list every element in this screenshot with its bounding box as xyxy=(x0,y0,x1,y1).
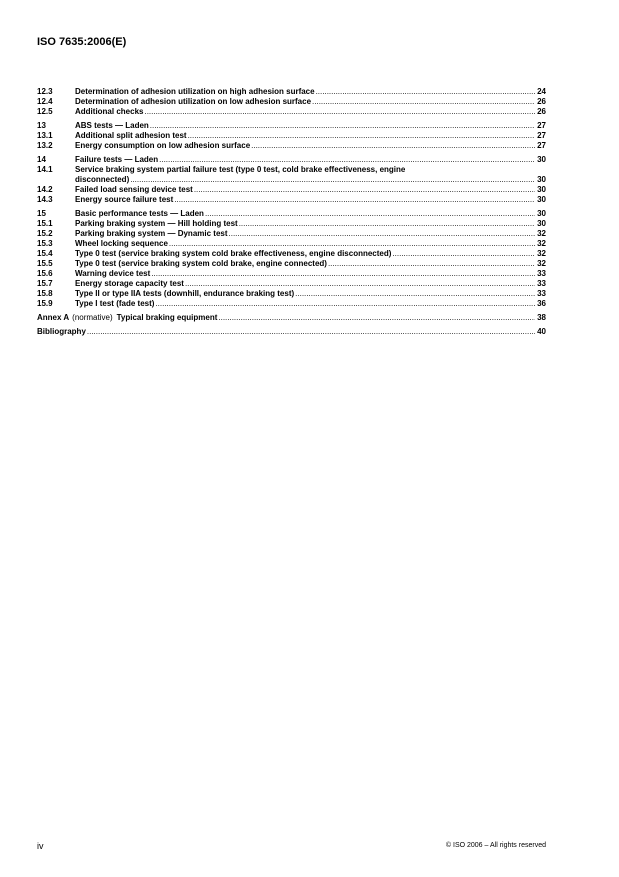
dot-leader xyxy=(218,313,535,323)
toc-number: 12.3 xyxy=(37,87,53,96)
dot-leader xyxy=(87,327,535,337)
toc-page: 32 xyxy=(537,229,546,238)
toc-entry-15-2[interactable] xyxy=(37,229,546,239)
toc-page: 26 xyxy=(537,107,546,116)
toc-entry-14-1[interactable] xyxy=(37,165,546,185)
toc-number: 15.5 xyxy=(37,259,53,268)
dot-leader xyxy=(229,229,536,239)
dot-leader xyxy=(174,195,535,205)
toc-entry-15-9[interactable] xyxy=(37,299,546,309)
toc-group xyxy=(37,155,546,205)
toc-entry-14-3[interactable] xyxy=(37,195,546,205)
toc-entry-14-2[interactable] xyxy=(37,185,546,195)
toc-entry-15-4[interactable] xyxy=(37,249,546,259)
dot-leader xyxy=(159,155,535,165)
dot-leader xyxy=(144,107,535,117)
toc-title: Basic performance tests — Laden xyxy=(75,209,204,218)
dot-leader xyxy=(130,175,535,185)
toc-title: Parking braking system — Dynamic test xyxy=(75,229,228,238)
dot-leader xyxy=(251,141,535,151)
dot-leader xyxy=(169,239,535,249)
toc-page: 33 xyxy=(537,289,546,298)
toc-entry-15-8[interactable] xyxy=(37,289,546,299)
toc-title: Energy storage capacity test xyxy=(75,279,184,288)
toc-group xyxy=(37,121,546,151)
dot-leader xyxy=(194,185,535,195)
toc-entry-15-3[interactable] xyxy=(37,239,546,249)
toc-entry-12-5[interactable] xyxy=(37,107,546,117)
toc-entry-bibliography[interactable] xyxy=(37,327,546,337)
dot-leader xyxy=(239,219,535,229)
toc-number: 14.3 xyxy=(37,195,53,204)
toc-page: 30 xyxy=(537,219,546,228)
toc-title: Type I test (fade test) xyxy=(75,299,155,308)
toc-title: Failed load sensing device test xyxy=(75,185,193,194)
toc-number: 15.2 xyxy=(37,229,53,238)
toc-entry-15-6[interactable] xyxy=(37,269,546,279)
toc-entry-annex-a[interactable] xyxy=(37,313,546,323)
dot-leader xyxy=(205,209,535,219)
toc-page: 24 xyxy=(537,87,546,96)
toc-page: 33 xyxy=(537,279,546,288)
toc-page: 32 xyxy=(537,259,546,268)
dot-leader xyxy=(188,131,535,141)
toc-page: 27 xyxy=(537,121,546,130)
toc-page: 33 xyxy=(537,269,546,278)
toc-entry-15-7[interactable] xyxy=(37,279,546,289)
toc-number: 15.6 xyxy=(37,269,53,278)
toc-group-bibliography xyxy=(37,327,546,337)
toc-number: 14.2 xyxy=(37,185,53,194)
toc-page: 36 xyxy=(537,299,546,308)
dot-leader xyxy=(155,299,535,309)
toc-entry-12-4[interactable] xyxy=(37,97,546,107)
toc-page: 27 xyxy=(537,131,546,140)
toc-title: Typical braking equipment xyxy=(116,313,218,322)
toc-page: 30 xyxy=(537,185,546,194)
toc-title: ABS tests — Laden xyxy=(75,121,149,130)
page-number: iv xyxy=(37,841,44,851)
toc-entry-13-2[interactable] xyxy=(37,141,546,151)
toc-number: 12.4 xyxy=(37,97,53,106)
annex-label: Annex A xyxy=(37,313,70,322)
toc-title: Additional split adhesion test xyxy=(75,131,187,140)
toc-entry-15[interactable] xyxy=(37,209,546,219)
toc-title: Bibliography xyxy=(37,327,86,336)
toc-entry-14[interactable] xyxy=(37,155,546,165)
toc-number: 15.7 xyxy=(37,279,53,288)
dot-leader xyxy=(392,249,535,259)
toc-number: 15.4 xyxy=(37,249,53,258)
toc-number: 13.2 xyxy=(37,141,53,150)
toc-page: 27 xyxy=(537,141,546,150)
toc-entry-13[interactable] xyxy=(37,121,546,131)
toc-title: Warning device test xyxy=(75,269,151,278)
toc-title: Energy consumption on low adhesion surface xyxy=(75,141,251,150)
toc-title: Type 0 test (service braking system cold brake effectiveness, engine disconnected) xyxy=(75,249,392,258)
toc-number: 12.5 xyxy=(37,107,53,116)
dot-leader xyxy=(328,259,535,269)
toc-number: 14 xyxy=(37,155,46,164)
toc-page: 30 xyxy=(537,175,546,184)
toc-page: 32 xyxy=(537,239,546,248)
toc-group xyxy=(37,209,546,309)
toc-title: Determination of adhesion utilization on high adhesion surface xyxy=(75,87,315,96)
document-id: ISO 7635:2006(E) xyxy=(37,36,127,48)
toc-title: Energy source failure test xyxy=(75,195,174,204)
toc-page: 30 xyxy=(537,195,546,204)
toc-entry-15-1[interactable] xyxy=(37,219,546,229)
toc-number: 13 xyxy=(37,121,46,130)
toc-title: Type II or type IIA tests (downhill, endurance braking test) xyxy=(75,289,295,298)
toc-number: 15.1 xyxy=(37,219,53,228)
toc-title: Determination of adhesion utilization on low adhesion surface xyxy=(75,97,312,106)
toc-title: Parking braking system — Hill holding test xyxy=(75,219,238,228)
toc-entry-15-5[interactable] xyxy=(37,259,546,269)
toc-title-continued: disconnected) xyxy=(75,175,130,184)
toc-number: 15.9 xyxy=(37,299,53,308)
toc-group-annex xyxy=(37,313,546,323)
toc-title: Wheel locking sequence xyxy=(75,239,168,248)
copyright-notice: © ISO 2006 – All rights reserved xyxy=(445,842,546,849)
dot-leader xyxy=(316,87,535,97)
toc-number: 13.1 xyxy=(37,131,53,140)
toc-page: 32 xyxy=(537,249,546,258)
toc-number: 15.8 xyxy=(37,289,53,298)
toc-page: 30 xyxy=(537,209,546,218)
dot-leader xyxy=(185,279,535,289)
toc-entry-13-1[interactable] xyxy=(37,131,546,141)
toc-page: 38 xyxy=(537,313,546,322)
toc-group xyxy=(37,87,546,117)
toc-entry-12-3[interactable] xyxy=(37,87,546,97)
toc-title: Type 0 test (service braking system cold brake, engine connected) xyxy=(75,259,327,268)
toc-page: 40 xyxy=(537,327,546,336)
toc-title: Additional checks xyxy=(75,107,144,116)
toc-number: 15.3 xyxy=(37,239,53,248)
annex-qualifier: (normative) xyxy=(72,313,113,322)
dot-leader xyxy=(312,97,535,107)
toc-number: 14.1 xyxy=(37,165,53,174)
toc-title: Service braking system partial failure test (type 0 test, cold brake effectiveness, engine xyxy=(75,165,406,174)
dot-leader xyxy=(295,289,535,299)
table-of-contents xyxy=(37,87,546,341)
dot-leader xyxy=(151,269,535,279)
toc-title: Failure tests — Laden xyxy=(75,155,159,164)
toc-page: 26 xyxy=(537,97,546,106)
dot-leader xyxy=(150,121,535,131)
toc-page: 30 xyxy=(537,155,546,164)
toc-number: 15 xyxy=(37,209,46,218)
